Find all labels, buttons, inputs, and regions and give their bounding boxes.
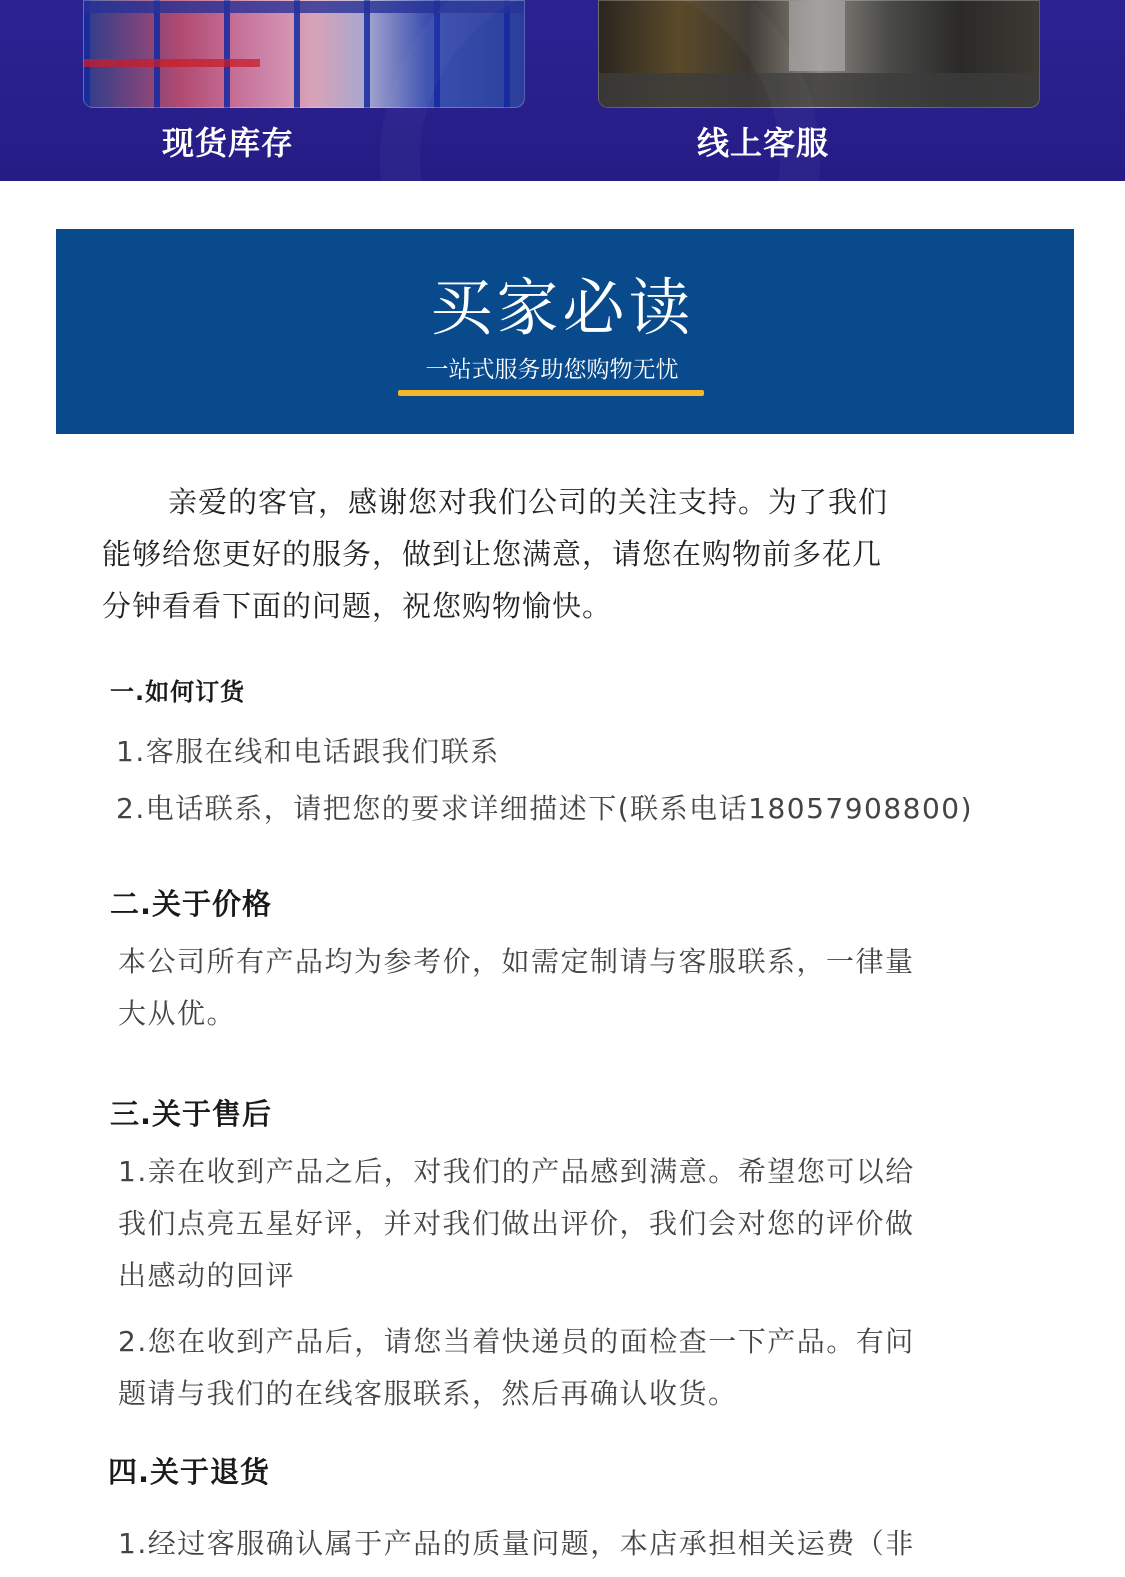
section-line: 题请与我们的在线客服联系，然后再确认收货。 [118,1377,738,1410]
section-title-price: 二.关于价格 [110,887,273,921]
service-photo [598,0,1040,108]
intro-line: 能够给您更好的服务，做到让您满意，请您在购物前多花几 [102,537,883,571]
top-banner [0,0,1125,181]
section-line: 1.经过客服确认属于产品的质量问题，本店承担相关运费（非 [118,1527,915,1560]
section-line: 1.亲在收到产品之后，对我们的产品感到满意。希望您可以给 [118,1155,915,1188]
intro-line: 亲爱的客官，感谢您对我们公司的关注支持。为了我们 [168,485,889,519]
section-line: 出感动的回评 [118,1259,296,1292]
intro-paragraph [102,476,1002,632]
section-line: 2.您在收到产品后，请您当着快递员的面检查一下产品。有问 [118,1325,915,1358]
monitor-shape [789,1,845,71]
shelf-beam [84,59,260,67]
stock-label: 现货库存 [161,124,294,162]
desk-shape [599,73,1039,107]
section-title-ordering: 一.如何订货 [110,678,246,706]
section-title-aftersales: 三.关于售后 [110,1097,273,1131]
stock-photo [83,0,525,108]
page-title: 买家必读 [430,271,695,344]
shelf-rack [84,1,524,13]
section-line: 大从优。 [118,997,237,1030]
section-title-returns: 四.关于退货 [108,1455,271,1489]
section-line: 本公司所有产品均为参考价，如需定制请与客服联系，一律量 [118,945,915,978]
intro-line: 分钟看看下面的问题，祝您购物愉快。 [102,589,613,623]
section-line: 2.电话联系，请把您的要求详细描述下(联系电话18057908800) [116,792,974,825]
subtitle-underline [398,390,704,396]
section-line: 我们点亮五星好评，并对我们做出评价，我们会对您的评价做 [118,1207,915,1240]
section-line: 1.客服在线和电话跟我们联系 [116,735,500,768]
service-label: 线上客服 [696,124,829,162]
page-subtitle: 一站式服务助您购物无忧 [425,357,679,383]
